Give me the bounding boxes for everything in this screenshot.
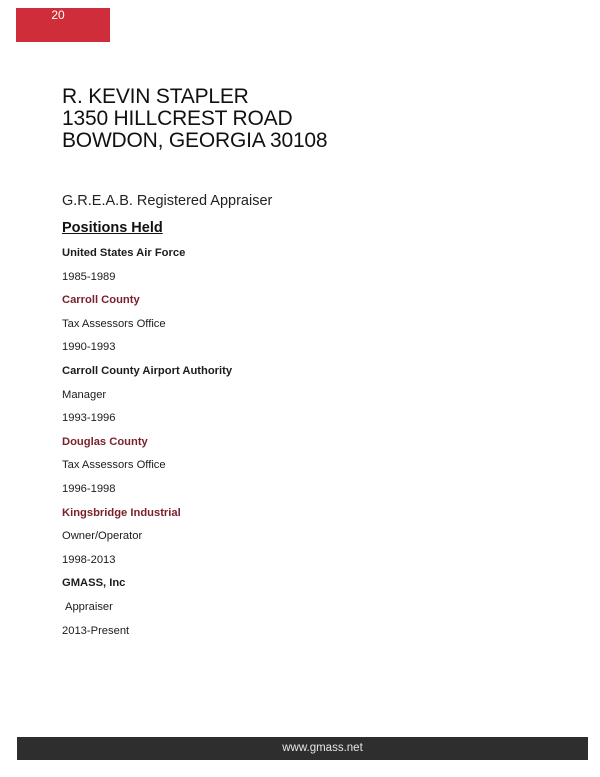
position-entry: United States Air Force [62,247,186,259]
position-entry: 1996-1998 [62,482,116,495]
section-title: Positions Held [62,220,163,236]
position-entry: 1993-1996 [62,412,116,425]
address-line-1: 1350 HILLCREST ROAD [62,107,293,130]
page-number: 20 [51,8,65,22]
position-entry: 1985-1989 [62,270,116,283]
page-number-badge [16,8,110,42]
footer-url[interactable]: www.gmass.net [282,742,363,754]
position-entry: Appraiser [65,600,113,613]
position-entry: 1990-1993 [62,341,116,354]
address-line-2: BOWDON, GEORGIA 30108 [62,129,328,152]
position-entry: Douglas County [62,435,148,448]
position-entry: Carroll County Airport Authority [62,364,233,377]
position-entry: Tax Assessors Office [62,317,166,330]
position-entry: Manager [62,388,107,401]
position-entry: Tax Assessors Office [62,459,166,472]
contact-header [62,86,327,152]
position-entry: 2013-Present [62,624,130,637]
positions-list [62,246,232,647]
position-entry: Carroll County [62,294,140,307]
position-entry: 1998-2013 [62,553,116,566]
person-name: R. KEVIN STAPLER [62,85,249,108]
position-entry: GMASS, Inc [62,577,126,590]
footer-bar [17,737,588,760]
credential-subtitle: G.R.E.A.B. Registered Appraiser [62,193,273,209]
position-entry: Kingsbridge Industrial [62,506,181,519]
position-entry: Owner/Operator [62,530,143,543]
